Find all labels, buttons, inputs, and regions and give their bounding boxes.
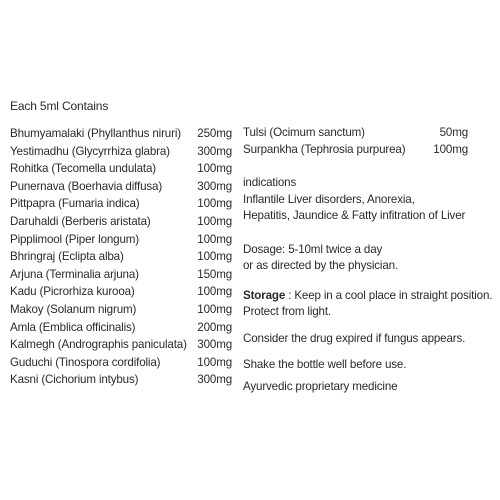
ingredient-qty: 100mg (197, 162, 232, 176)
ingredient-row (10, 195, 232, 213)
ingredient-qty: 200mg (197, 320, 232, 334)
ingredient-qty: 150mg (197, 267, 232, 281)
ingredient-name: Pipplimool (Piper longum) (10, 232, 139, 246)
ingredient-name: Kasni (Cichorium intybus) (10, 373, 139, 387)
ingredient-row (10, 178, 232, 196)
ingredient-row (243, 125, 468, 142)
ingredient-row (10, 266, 232, 284)
ingredient-name: Rohitka (Tecomella undulata) (10, 162, 156, 176)
ingredient-qty: 300mg (197, 179, 232, 193)
ingredient-row (10, 213, 232, 231)
ingredient-qty: 50mg (439, 126, 468, 139)
indications-line: Inflantile Liver disorders, Anorexia, (243, 192, 415, 206)
ingredient-qty: 100mg (197, 250, 232, 264)
ingredient-qty: 100mg (197, 355, 232, 369)
medicine-category: Ayurvedic proprietary medicine (243, 379, 398, 393)
ingredient-name: Kalmegh (Andrographis paniculata) (10, 338, 187, 352)
ingredient-qty: 100mg (197, 232, 232, 246)
indications-label: indications (243, 176, 297, 189)
ingredient-qty: 300mg (197, 338, 232, 352)
ingredient-name: Kadu (Picrorhiza kurooa) (10, 285, 135, 299)
ingredient-name: Daruhaldi (Berberis aristata) (10, 214, 151, 228)
ingredient-name: Tulsi (Ocimum sanctum) (243, 126, 365, 139)
ingredient-row (10, 248, 232, 266)
ingredient-name: Amla (Emblica officinalis) (10, 320, 136, 334)
storage-text: : Keep in a cool place in straight position. (285, 288, 493, 302)
ingredient-row (10, 231, 232, 249)
storage-line-2: Protect from light. (243, 305, 331, 318)
right-column (243, 125, 493, 395)
ingredient-name: Bhringraj (Eclipta alba) (10, 250, 124, 264)
storage-label: Storage (243, 288, 286, 302)
ingredient-row (10, 319, 232, 337)
ingredient-row (10, 354, 232, 372)
ingredient-row (10, 160, 232, 178)
ingredient-name: Yestimadhu (Glycyrrhiza glabra) (10, 144, 170, 158)
ingredient-name: Bhumyamalaki (Phyllanthus niruri) (10, 127, 181, 140)
composition-heading: Each 5ml Contains (10, 99, 109, 113)
ingredient-row (10, 143, 232, 161)
expiry-note: Consider the drug expired if fungus appears. (243, 331, 466, 345)
ingredient-name: Arjuna (Terminalia arjuna) (10, 267, 139, 281)
ingredient-name: Pittpapra (Fumaria indica) (10, 197, 140, 211)
storage-section (243, 288, 493, 321)
ingredient-qty: 100mg (197, 285, 232, 299)
ingredient-row (243, 142, 468, 159)
ingredient-name: Makoy (Solanum nigrum) (10, 302, 137, 316)
shake-note: Shake the bottle well before use. (243, 358, 407, 371)
ingredient-name: Surpankha (Tephrosia purpurea) (243, 142, 406, 156)
ingredient-qty: 100mg (197, 214, 232, 228)
ingredient-row (10, 336, 232, 354)
ingredient-row (10, 125, 232, 143)
ingredients-left-list (10, 125, 232, 389)
ingredient-qty: 250mg (197, 127, 232, 140)
ingredient-qty: 300mg (197, 373, 232, 387)
ingredient-qty: 300mg (197, 144, 232, 158)
indications-section (243, 175, 468, 225)
ingredient-row (10, 301, 232, 319)
indications-line: Hepatitis, Jaundice & Fatty infitration of Liver (243, 209, 466, 222)
ingredient-name: Guduchi (Tinospora cordifolia) (10, 355, 161, 369)
storage-line (243, 288, 493, 305)
ingredient-qty: 100mg (197, 302, 232, 316)
ingredient-qty: 100mg (197, 197, 232, 211)
ingredient-qty: 100mg (433, 142, 468, 156)
dosage-line: or as directed by the physician. (243, 259, 399, 272)
dosage-section (243, 242, 468, 275)
dosage-line: Dosage: 5-10ml twice a day (243, 242, 383, 256)
ingredient-row (10, 371, 232, 389)
ingredient-name: Punernava (Boerhavia diffusa) (10, 179, 163, 193)
ingredient-row (10, 283, 232, 301)
